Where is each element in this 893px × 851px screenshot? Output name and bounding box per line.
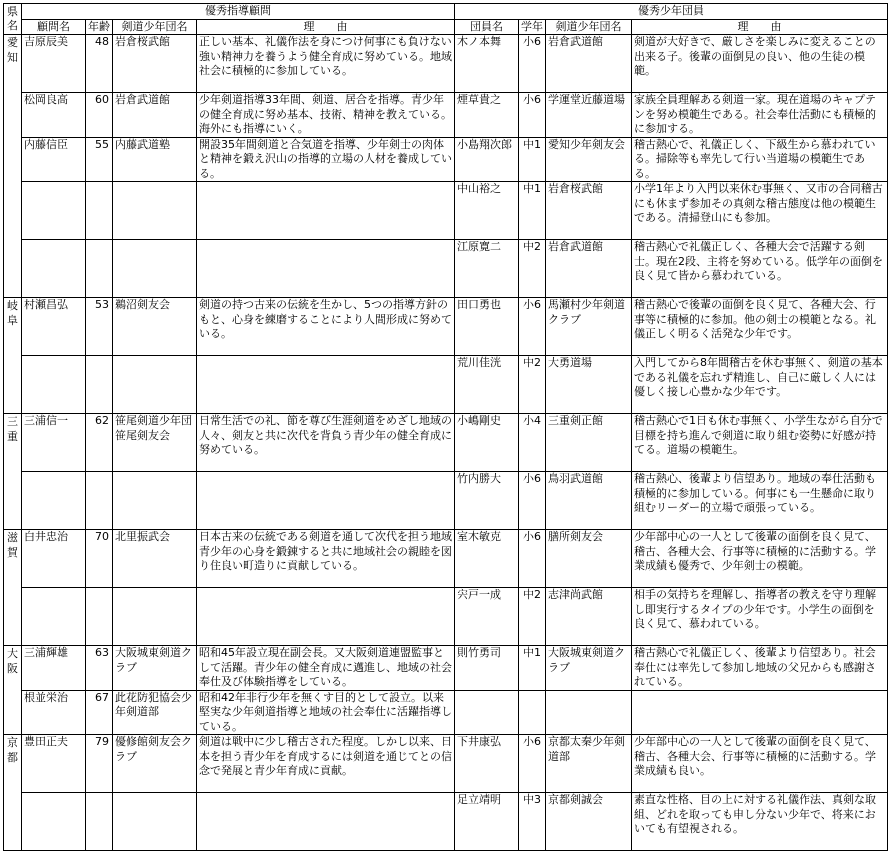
leader-club: 内藤武道塾: [113, 137, 197, 182]
table-row: [4, 93, 888, 138]
member-reason: 稽古熱心、後輩より信望あり。地域の奉仕活動も積極的に参加している。何事にも一生懸命に取り組むリーダー的立場で頑張っている。: [632, 472, 888, 530]
member-name-header: 団員名: [455, 19, 519, 35]
leader-age: 63: [86, 646, 113, 691]
member-grade: 中1: [519, 646, 546, 691]
leader-name: [22, 472, 86, 530]
leader-reason: 剣道の持つ古来の伝統を生かし、5つの指導方針のもと、心身を練磨することにより人間形成に努めている。: [197, 298, 455, 356]
leader-club: 北里振武会: [113, 530, 197, 588]
table-row: [4, 588, 888, 646]
member-club: 愛知少年剣友会: [546, 137, 632, 182]
leader-name: [22, 356, 86, 414]
leader-name: 村瀬昌弘: [22, 298, 86, 356]
leader-age: 48: [86, 35, 113, 93]
leader-name: [22, 793, 86, 851]
leader-reason: [197, 793, 455, 851]
table-row: [4, 35, 888, 93]
leader-age-header: 年齢: [86, 19, 113, 35]
leader-reason: 昭和42年非行少年を無くす目的として設立。以来堅実な少年剣道指導と地域の社会奉仕に活躍指導している。: [197, 690, 455, 735]
member-grade: 小6: [519, 298, 546, 356]
member-name: 中山裕之: [455, 182, 519, 240]
member-club: 鳥羽武道館: [546, 472, 632, 530]
table-row: [4, 690, 888, 735]
leader-name: [22, 240, 86, 298]
leader-reason: 少年剣道指導33年間、剣道、居合を指導。青少年の健全育成に努め基本、技術、精神を教えている。海外にも指導にいく。: [197, 93, 455, 138]
leader-club: 岩倉桜武館: [113, 35, 197, 93]
table-row: [4, 356, 888, 414]
leader-age: [86, 356, 113, 414]
member-club: 三重剣正館: [546, 414, 632, 472]
member-reason: 入門してから8年間稽古を休む事無く、剣道の基本である礼儀を忘れず精進し、自己に厳しく人には優しく接し心豊かな少年です。: [632, 356, 888, 414]
leader-reason: 剣道は戦中に少し稽古された程度。しかし以来、日本を担う青少年を育成するには剣道を通じてとの信念で発展と青少年育成に貢献。: [197, 735, 455, 793]
leader-club: 鵜沼剣友会: [113, 298, 197, 356]
leader-age: 70: [86, 530, 113, 588]
awards-table: [3, 3, 888, 851]
members-group-header: 優秀少年団員: [455, 4, 888, 20]
leader-age: 79: [86, 735, 113, 793]
leader-club: [113, 182, 197, 240]
leader-reason: 開設35年間剣道と合気道を指導、少年剣士の肉体と精神を鍛え沢山の指導的立場の人材を養成している。: [197, 137, 455, 182]
member-club: 馬瀬村少年剣道クラブ: [546, 298, 632, 356]
leaders-group-header: 優秀指導顧問: [22, 4, 455, 20]
member-reason: 少年部中心の一人として後輩の面倒を良く見て、稽古、各種大会、行事等に積極的に活動する。学業成績も優秀で、少年剣士の模範。: [632, 530, 888, 588]
prefecture-name: 岐阜: [4, 298, 22, 414]
member-reason: 稽古熱心で、礼儀正しく、下級生から慕われている。掃除等も率先して行い当道場の模範生である。: [632, 137, 888, 182]
leader-club: [113, 472, 197, 530]
member-grade: 中1: [519, 137, 546, 182]
leader-name: 白井忠治: [22, 530, 86, 588]
member-name: 室木敏克: [455, 530, 519, 588]
member-club: 岩倉武道館: [546, 35, 632, 93]
member-grade: 小6: [519, 472, 546, 530]
member-club: 岩倉桜武館: [546, 182, 632, 240]
member-grade: 中1: [519, 182, 546, 240]
leader-age: 62: [86, 414, 113, 472]
leader-club: 此花防犯協会少年剣道部: [113, 690, 197, 735]
member-club: 京都太秦少年剣道部: [546, 735, 632, 793]
member-reason: 素直な性格、目の上に対する礼儀作法、真剣な取組、どれを取っても申し分ない少年で、将来においても有望視される。: [632, 793, 888, 851]
leader-club: [113, 240, 197, 298]
member-club: 京都剣誠会: [546, 793, 632, 851]
member-grade-header: 学年: [519, 19, 546, 35]
member-reason-header: 理 由: [632, 19, 888, 35]
leader-club: 岩倉武道館: [113, 93, 197, 138]
member-name: 煙草貴之: [455, 93, 519, 138]
leader-name: 内藤信臣: [22, 137, 86, 182]
leader-name: 豊田正夫: [22, 735, 86, 793]
leader-age: [86, 793, 113, 851]
member-grade: 中2: [519, 356, 546, 414]
member-club: 大勇道場: [546, 356, 632, 414]
member-name: 足立靖明: [455, 793, 519, 851]
member-club: 膳所剣友会: [546, 530, 632, 588]
member-name: 木ノ本舞: [455, 35, 519, 93]
member-name: 下井康弘: [455, 735, 519, 793]
member-club: 岩倉武道館: [546, 240, 632, 298]
leader-reason: [197, 472, 455, 530]
member-club: 学運堂近藤道場: [546, 93, 632, 138]
leader-age: [86, 588, 113, 646]
table-row: [4, 646, 888, 691]
leader-reason: [197, 356, 455, 414]
member-name: [455, 690, 519, 735]
table-row: [4, 793, 888, 851]
leader-reason: [197, 182, 455, 240]
member-name: 荒川佳洸: [455, 356, 519, 414]
leader-reason-header: 理 由: [197, 19, 455, 35]
prefecture-name: 京都: [4, 735, 22, 851]
table-row: [4, 414, 888, 472]
leader-club: [113, 793, 197, 851]
member-club: 志津尚武館: [546, 588, 632, 646]
member-reason: 相手の気持ちを理解し、指導者の教えを守り理解し即実行するタイプの少年です。小学生の面倒を良く見て、慕われている。: [632, 588, 888, 646]
leader-name: [22, 588, 86, 646]
member-club: 大阪城東剣道クラブ: [546, 646, 632, 691]
member-reason: 稽古熱心で礼儀正しく、後輩より信望あり。社会奉仕には率先して参加し地域の父兄からも感謝されている。: [632, 646, 888, 691]
leader-club: 優修館剣友会クラブ: [113, 735, 197, 793]
leader-reason: 正しい基本、礼儀作法を身につけ何事にも負けない強い精神力を養うよう健全育成に努めている。地域社会に積極的に参加している。: [197, 35, 455, 93]
member-club: [546, 690, 632, 735]
member-grade: 小6: [519, 530, 546, 588]
leader-club: 笹尾剣道少年団 笹尾剣友会: [113, 414, 197, 472]
leader-age: 53: [86, 298, 113, 356]
prefecture-name: 大阪: [4, 646, 22, 735]
leader-name: 三浦輝雄: [22, 646, 86, 691]
member-grade: 小6: [519, 35, 546, 93]
table-row: [4, 182, 888, 240]
member-reason: 小学1年より入門以来休む事無く、又市の合同稽古にも休まず参加その真剣な稽古態度は他の模範生である。清掃登山にも参加。: [632, 182, 888, 240]
member-grade: 小6: [519, 93, 546, 138]
member-name: 宍戸一成: [455, 588, 519, 646]
member-grade: 中2: [519, 588, 546, 646]
leader-name: 松岡良高: [22, 93, 86, 138]
leader-reason: 昭和45年設立現在副会長。又大阪剣道連盟監事として活躍。青少年の健全育成に邁進し、地域の社会奉仕及び体験指導をしている。: [197, 646, 455, 691]
leader-age: 67: [86, 690, 113, 735]
member-name: 小島翔次郎: [455, 137, 519, 182]
leader-name: 吉原辰美: [22, 35, 86, 93]
leader-age: [86, 240, 113, 298]
leader-reason: 日常生活での礼、節を尊び生涯剣道をめざし地域の人々、剣友と共に次代を背負う青少年の健全育成に努めている。: [197, 414, 455, 472]
leader-name: 根並栄治: [22, 690, 86, 735]
member-reason: 稽古熱心で1日も休む事無く、小学生ながら自分で目標を持ち進んで剣道に取り組む姿勢に好感が持てる。道場の模範生。: [632, 414, 888, 472]
leader-age: 55: [86, 137, 113, 182]
leader-name: 三浦信一: [22, 414, 86, 472]
leader-age: 60: [86, 93, 113, 138]
leader-reason: 日本古来の伝統である剣道を通して次代を担う地域青少年の心身を鍛錬すると共に地域社会の親睦を図り住良い町造りに貢献している。: [197, 530, 455, 588]
member-name: 田口勇也: [455, 298, 519, 356]
leader-club: [113, 588, 197, 646]
member-reason: 稽古熱心で礼儀正しく、各種大会で活躍する剣士。現在2段、主将を努めている。低学年の面倒を良く見て皆から慕われている。: [632, 240, 888, 298]
prefecture-name: 三重: [4, 414, 22, 530]
table-row: [4, 735, 888, 793]
member-club-header: 剣道少年団名: [546, 19, 632, 35]
member-grade: 小6: [519, 735, 546, 793]
leader-name: [22, 182, 86, 240]
member-reason: 少年部中心の一人として後輩の面倒を良く見て、稽古、各種大会、行事等に積極的に活動する。学業成績も良い。: [632, 735, 888, 793]
member-reason: 家族全員理解ある剣道一家。現在道場のキャプテンを努め模範生である。社会奉仕活動にも積極的に参加する。: [632, 93, 888, 138]
member-reason: [632, 690, 888, 735]
leader-club: 大阪城東剣道クラブ: [113, 646, 197, 691]
member-reason: 稽古熱心で後輩の面倒を良く見て、各種大会、行事等に積極的に参加。他の剣士の模範となる。礼儀正しく明るく活発な少年です。: [632, 298, 888, 356]
prefecture-name: 愛知: [4, 35, 22, 298]
member-name: 小嶋剛史: [455, 414, 519, 472]
member-grade: 中2: [519, 240, 546, 298]
prefecture-header: 県名: [4, 4, 22, 35]
member-grade: 中3: [519, 793, 546, 851]
table-row: [4, 298, 888, 356]
member-grade: [519, 690, 546, 735]
leader-reason: [197, 240, 455, 298]
leader-club-header: 剣道少年団名: [113, 19, 197, 35]
table-row: [4, 137, 888, 182]
table-row: [4, 240, 888, 298]
member-grade: 小4: [519, 414, 546, 472]
member-name: 則竹勇司: [455, 646, 519, 691]
leader-age: [86, 182, 113, 240]
member-reason: 剣道が大好きで、厳しさを楽しみに変えることの出来る子。後輩の面倒見の良い、他の生徒の模範。: [632, 35, 888, 93]
leader-age: [86, 472, 113, 530]
leader-club: [113, 356, 197, 414]
member-name: 江原寛二: [455, 240, 519, 298]
leader-reason: [197, 588, 455, 646]
member-name: 竹内勝大: [455, 472, 519, 530]
table-row: [4, 530, 888, 588]
table-row: [4, 472, 888, 530]
prefecture-name: 滋賀: [4, 530, 22, 646]
leader-name-header: 顧問名: [22, 19, 86, 35]
